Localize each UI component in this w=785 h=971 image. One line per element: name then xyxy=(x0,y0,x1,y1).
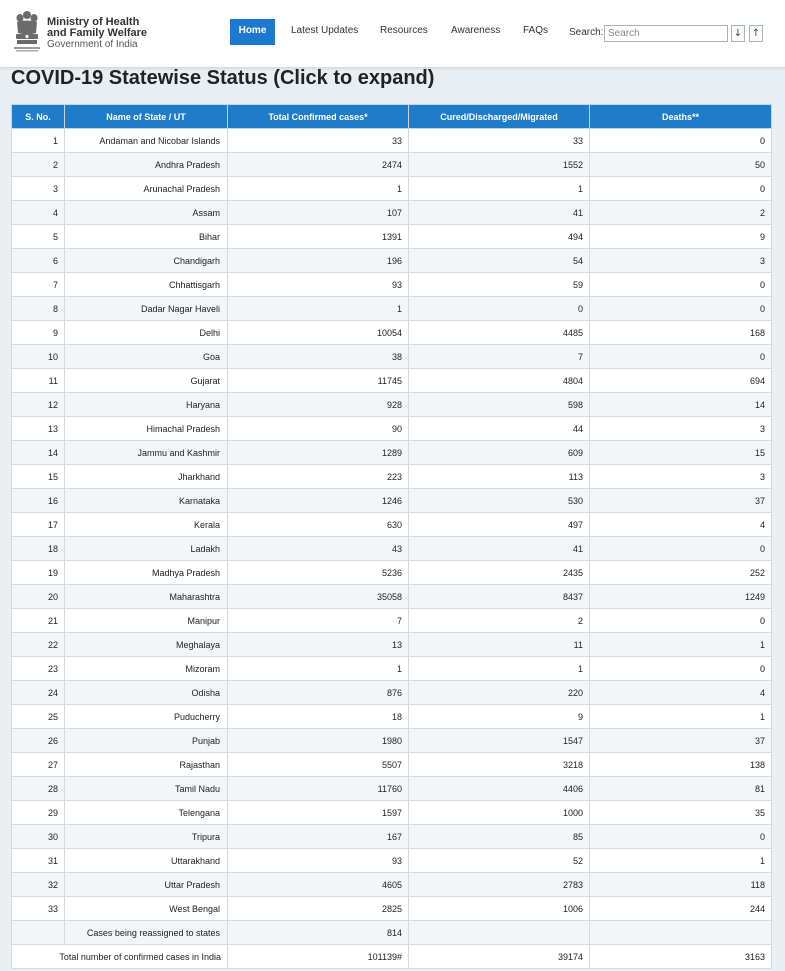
cell-sno: 22 xyxy=(12,633,65,657)
cell-deaths: 0 xyxy=(590,129,772,153)
cell-confirmed: 2474 xyxy=(228,153,409,177)
cell-sno: 20 xyxy=(12,585,65,609)
nav-awareness[interactable]: Awareness xyxy=(451,25,501,36)
table-row[interactable] xyxy=(12,393,772,417)
table-row[interactable] xyxy=(12,153,772,177)
nav-home[interactable]: Home xyxy=(230,19,275,45)
cell-confirmed: 35058 xyxy=(228,585,409,609)
cell-sno: 21 xyxy=(12,609,65,633)
cell-deaths: 1 xyxy=(590,633,772,657)
cell-cured: 497 xyxy=(409,513,590,537)
table-row[interactable] xyxy=(12,681,772,705)
cell-cured: 11 xyxy=(409,633,590,657)
cell-confirmed: 7 xyxy=(228,609,409,633)
cell-sno: 4 xyxy=(12,201,65,225)
cell-cured: 2783 xyxy=(409,873,590,897)
cell-sno: 25 xyxy=(12,705,65,729)
cell-confirmed: 13 xyxy=(228,633,409,657)
cell-cured: 41 xyxy=(409,537,590,561)
total-cured: 39174 xyxy=(409,945,590,969)
table-row[interactable] xyxy=(12,777,772,801)
cell-sno: 9 xyxy=(12,321,65,345)
cell-confirmed: 1391 xyxy=(228,225,409,249)
col-header-confirmed[interactable]: Total Confirmed cases* xyxy=(228,105,409,129)
cell-deaths: 3 xyxy=(590,249,772,273)
cell-cured: 1 xyxy=(409,177,590,201)
cell-confirmed: 2825 xyxy=(228,897,409,921)
cell-state-name: Telengana xyxy=(65,801,228,825)
cell-cured: 1547 xyxy=(409,729,590,753)
cell-confirmed: 107 xyxy=(228,201,409,225)
cell-empty xyxy=(409,921,590,945)
cell-sno: 11 xyxy=(12,369,65,393)
col-header-sno[interactable]: S. No. xyxy=(12,105,65,129)
cell-sno: 29 xyxy=(12,801,65,825)
cell-sno: 23 xyxy=(12,657,65,681)
cell-cured: 113 xyxy=(409,465,590,489)
cell-cured: 4485 xyxy=(409,321,590,345)
cell-confirmed: 1 xyxy=(228,177,409,201)
cell-state-name: Manipur xyxy=(65,609,228,633)
reassigned-value: 814 xyxy=(228,921,409,945)
arrow-down-icon[interactable]: ↓ xyxy=(731,25,745,42)
table-row[interactable] xyxy=(12,561,772,585)
table-header-row xyxy=(12,105,772,129)
cell-confirmed: 1980 xyxy=(228,729,409,753)
cell-confirmed: 630 xyxy=(228,513,409,537)
total-label: Total number of confirmed cases in India xyxy=(12,945,228,969)
cell-empty xyxy=(12,921,65,945)
cell-cured: 3218 xyxy=(409,753,590,777)
table-row[interactable] xyxy=(12,873,772,897)
table-row[interactable] xyxy=(12,825,772,849)
table-row[interactable] xyxy=(12,897,772,921)
cell-deaths: 0 xyxy=(590,177,772,201)
cell-sno: 6 xyxy=(12,249,65,273)
cell-sno: 24 xyxy=(12,681,65,705)
cell-state-name: Jharkhand xyxy=(65,465,228,489)
cell-sno: 30 xyxy=(12,825,65,849)
cell-cured: 59 xyxy=(409,273,590,297)
cell-sno: 3 xyxy=(12,177,65,201)
cell-deaths: 118 xyxy=(590,873,772,897)
cell-state-name: Andaman and Nicobar Islands xyxy=(65,129,228,153)
cell-deaths: 9 xyxy=(590,225,772,249)
cell-state-name: Assam xyxy=(65,201,228,225)
cell-cured: 0 xyxy=(409,297,590,321)
cell-state-name: Chhattisgarh xyxy=(65,273,228,297)
table-row[interactable] xyxy=(12,489,772,513)
cell-state-name: Ladakh xyxy=(65,537,228,561)
cell-state-name: Uttar Pradesh xyxy=(65,873,228,897)
table-row[interactable] xyxy=(12,609,772,633)
cell-confirmed: 1246 xyxy=(228,489,409,513)
cell-sno: 17 xyxy=(12,513,65,537)
cell-cured: 54 xyxy=(409,249,590,273)
cell-sno: 5 xyxy=(12,225,65,249)
cell-state-name: Jammu and Kashmir xyxy=(65,441,228,465)
cell-deaths: 3 xyxy=(590,417,772,441)
cell-state-name: Madhya Pradesh xyxy=(65,561,228,585)
cell-cured: 33 xyxy=(409,129,590,153)
cell-confirmed: 223 xyxy=(228,465,409,489)
table-row[interactable] xyxy=(12,417,772,441)
cell-deaths: 2 xyxy=(590,201,772,225)
table-body xyxy=(12,129,772,969)
cell-sno: 10 xyxy=(12,345,65,369)
table-row[interactable] xyxy=(12,129,772,153)
cell-cured: 1006 xyxy=(409,897,590,921)
cell-state-name: Karnataka xyxy=(65,489,228,513)
cell-confirmed: 1 xyxy=(228,297,409,321)
cell-state-name: Delhi xyxy=(65,321,228,345)
cell-confirmed: 33 xyxy=(228,129,409,153)
cell-confirmed: 11760 xyxy=(228,777,409,801)
cell-state-name: Puducherry xyxy=(65,705,228,729)
cell-cured: 8437 xyxy=(409,585,590,609)
cell-sno: 2 xyxy=(12,153,65,177)
cell-deaths: 0 xyxy=(590,657,772,681)
cell-deaths: 35 xyxy=(590,801,772,825)
cell-sno: 18 xyxy=(12,537,65,561)
statewise-table xyxy=(11,104,772,969)
cell-cured: 1000 xyxy=(409,801,590,825)
arrow-up-icon[interactable]: ↑ xyxy=(749,25,763,42)
cell-deaths: 81 xyxy=(590,777,772,801)
cell-sno: 26 xyxy=(12,729,65,753)
cell-state-name: Goa xyxy=(65,345,228,369)
col-header-deaths[interactable]: Deaths** xyxy=(590,105,772,129)
cell-cured: 494 xyxy=(409,225,590,249)
cell-sno: 28 xyxy=(12,777,65,801)
cell-deaths: 0 xyxy=(590,297,772,321)
cell-state-name: Gujarat xyxy=(65,369,228,393)
table-row[interactable] xyxy=(12,273,772,297)
cell-state-name: Punjab xyxy=(65,729,228,753)
table-row[interactable] xyxy=(12,513,772,537)
table-row[interactable] xyxy=(12,369,772,393)
table-row[interactable] xyxy=(12,633,772,657)
cell-cured: 609 xyxy=(409,441,590,465)
cell-state-name: Kerala xyxy=(65,513,228,537)
nav-latest-updates[interactable]: Latest Updates xyxy=(291,25,359,36)
cell-confirmed: 1597 xyxy=(228,801,409,825)
cell-state-name: Arunachal Pradesh xyxy=(65,177,228,201)
cell-deaths: 0 xyxy=(590,345,772,369)
cell-cured: 7 xyxy=(409,345,590,369)
cell-deaths: 1 xyxy=(590,849,772,873)
cell-empty xyxy=(590,921,772,945)
cell-cured: 530 xyxy=(409,489,590,513)
cell-confirmed: 1 xyxy=(228,657,409,681)
cell-cured: 4406 xyxy=(409,777,590,801)
search-label: Search: xyxy=(569,27,604,38)
national-emblem-icon xyxy=(11,9,43,55)
cell-confirmed: 93 xyxy=(228,849,409,873)
cell-deaths: 252 xyxy=(590,561,772,585)
table-row[interactable] xyxy=(12,249,772,273)
cell-state-name: Mizoram xyxy=(65,657,228,681)
search-input[interactable] xyxy=(604,25,728,42)
nav-faqs[interactable]: FAQs xyxy=(523,25,549,36)
cell-state-name: Dadar Nagar Haveli xyxy=(65,297,228,321)
cell-deaths: 138 xyxy=(590,753,772,777)
table-row[interactable] xyxy=(12,705,772,729)
table-row[interactable] xyxy=(12,321,772,345)
cell-confirmed: 38 xyxy=(228,345,409,369)
table-row[interactable] xyxy=(12,177,772,201)
cell-cured: 41 xyxy=(409,201,590,225)
brand-line-1: Ministry of Health xyxy=(47,16,140,28)
cell-state-name: Meghalaya xyxy=(65,633,228,657)
table-row[interactable] xyxy=(12,441,772,465)
brand-line-3: Government of India xyxy=(47,39,138,50)
cell-confirmed: 5507 xyxy=(228,753,409,777)
cell-deaths: 14 xyxy=(590,393,772,417)
cell-confirmed: 167 xyxy=(228,825,409,849)
cell-confirmed: 928 xyxy=(228,393,409,417)
cell-sno: 13 xyxy=(12,417,65,441)
cell-confirmed: 196 xyxy=(228,249,409,273)
table-row[interactable] xyxy=(12,225,772,249)
cell-sno: 27 xyxy=(12,753,65,777)
cell-cured: 598 xyxy=(409,393,590,417)
cell-state-name: Tamil Nadu xyxy=(65,777,228,801)
cell-deaths: 168 xyxy=(590,321,772,345)
ministry-brand[interactable] xyxy=(47,17,147,50)
cell-confirmed: 1289 xyxy=(228,441,409,465)
cell-deaths: 37 xyxy=(590,729,772,753)
cell-cured: 9 xyxy=(409,705,590,729)
cell-sno: 33 xyxy=(12,897,65,921)
cell-deaths: 4 xyxy=(590,681,772,705)
cell-state-name: Rajasthan xyxy=(65,753,228,777)
cell-confirmed: 4605 xyxy=(228,873,409,897)
cell-state-name: West Bengal xyxy=(65,897,228,921)
nav-resources[interactable]: Resources xyxy=(380,25,428,36)
cell-state-name: Tripura xyxy=(65,825,228,849)
cell-confirmed: 10054 xyxy=(228,321,409,345)
cell-cured: 1 xyxy=(409,657,590,681)
cell-confirmed: 43 xyxy=(228,537,409,561)
cell-deaths: 0 xyxy=(590,825,772,849)
cell-sno: 14 xyxy=(12,441,65,465)
cell-deaths: 1249 xyxy=(590,585,772,609)
cell-state-name: Himachal Pradesh xyxy=(65,417,228,441)
cell-deaths: 1 xyxy=(590,705,772,729)
total-row xyxy=(12,945,772,969)
cell-cured: 1552 xyxy=(409,153,590,177)
cell-cured: 2435 xyxy=(409,561,590,585)
table-row[interactable] xyxy=(12,801,772,825)
cell-confirmed: 18 xyxy=(228,705,409,729)
cell-sno: 12 xyxy=(12,393,65,417)
cell-deaths: 15 xyxy=(590,441,772,465)
cell-confirmed: 11745 xyxy=(228,369,409,393)
cell-cured: 4804 xyxy=(409,369,590,393)
cell-confirmed: 90 xyxy=(228,417,409,441)
col-header-state[interactable]: Name of State / UT xyxy=(65,105,228,129)
cell-sno: 8 xyxy=(12,297,65,321)
cell-deaths: 3 xyxy=(590,465,772,489)
table-row[interactable] xyxy=(12,657,772,681)
brand-line-2: and Family Welfare xyxy=(47,27,148,39)
cell-state-name: Maharashtra xyxy=(65,585,228,609)
table-row[interactable] xyxy=(12,465,772,489)
table-row[interactable] xyxy=(12,729,772,753)
cell-deaths: 0 xyxy=(590,609,772,633)
cell-deaths: 50 xyxy=(590,153,772,177)
cell-deaths: 4 xyxy=(590,513,772,537)
table-row[interactable] xyxy=(12,345,772,369)
cell-deaths: 0 xyxy=(590,273,772,297)
page-title[interactable]: COVID-19 Statewise Status (Click to expand) xyxy=(11,67,435,89)
table-row[interactable] xyxy=(12,537,772,561)
top-header xyxy=(0,0,785,68)
cell-cured: 220 xyxy=(409,681,590,705)
cell-deaths: 0 xyxy=(590,537,772,561)
cell-confirmed: 5236 xyxy=(228,561,409,585)
reassigned-label: Cases being reassigned to states xyxy=(65,921,228,945)
cell-cured: 44 xyxy=(409,417,590,441)
cell-cured: 85 xyxy=(409,825,590,849)
cell-deaths: 244 xyxy=(590,897,772,921)
cell-sno: 16 xyxy=(12,489,65,513)
cell-state-name: Odisha xyxy=(65,681,228,705)
cell-cured: 52 xyxy=(409,849,590,873)
cell-sno: 32 xyxy=(12,873,65,897)
cell-sno: 15 xyxy=(12,465,65,489)
cell-sno: 19 xyxy=(12,561,65,585)
cell-state-name: Bihar xyxy=(65,225,228,249)
table-row[interactable] xyxy=(12,297,772,321)
table-row[interactable] xyxy=(12,585,772,609)
col-header-cured[interactable]: Cured/Discharged/Migrated xyxy=(409,105,590,129)
cell-sno: 7 xyxy=(12,273,65,297)
table-row[interactable] xyxy=(12,753,772,777)
cell-confirmed: 876 xyxy=(228,681,409,705)
cell-state-name: Chandigarh xyxy=(65,249,228,273)
total-confirmed: 101139# xyxy=(228,945,409,969)
cell-cured: 2 xyxy=(409,609,590,633)
cell-sno: 1 xyxy=(12,129,65,153)
cell-state-name: Uttarakhand xyxy=(65,849,228,873)
cell-deaths: 694 xyxy=(590,369,772,393)
cell-state-name: Haryana xyxy=(65,393,228,417)
reassigned-row xyxy=(12,921,772,945)
total-deaths: 3163 xyxy=(590,945,772,969)
table-row[interactable] xyxy=(12,849,772,873)
cell-state-name: Andhra Pradesh xyxy=(65,153,228,177)
cell-deaths: 37 xyxy=(590,489,772,513)
cell-confirmed: 93 xyxy=(228,273,409,297)
cell-sno: 31 xyxy=(12,849,65,873)
table-row[interactable] xyxy=(12,201,772,225)
